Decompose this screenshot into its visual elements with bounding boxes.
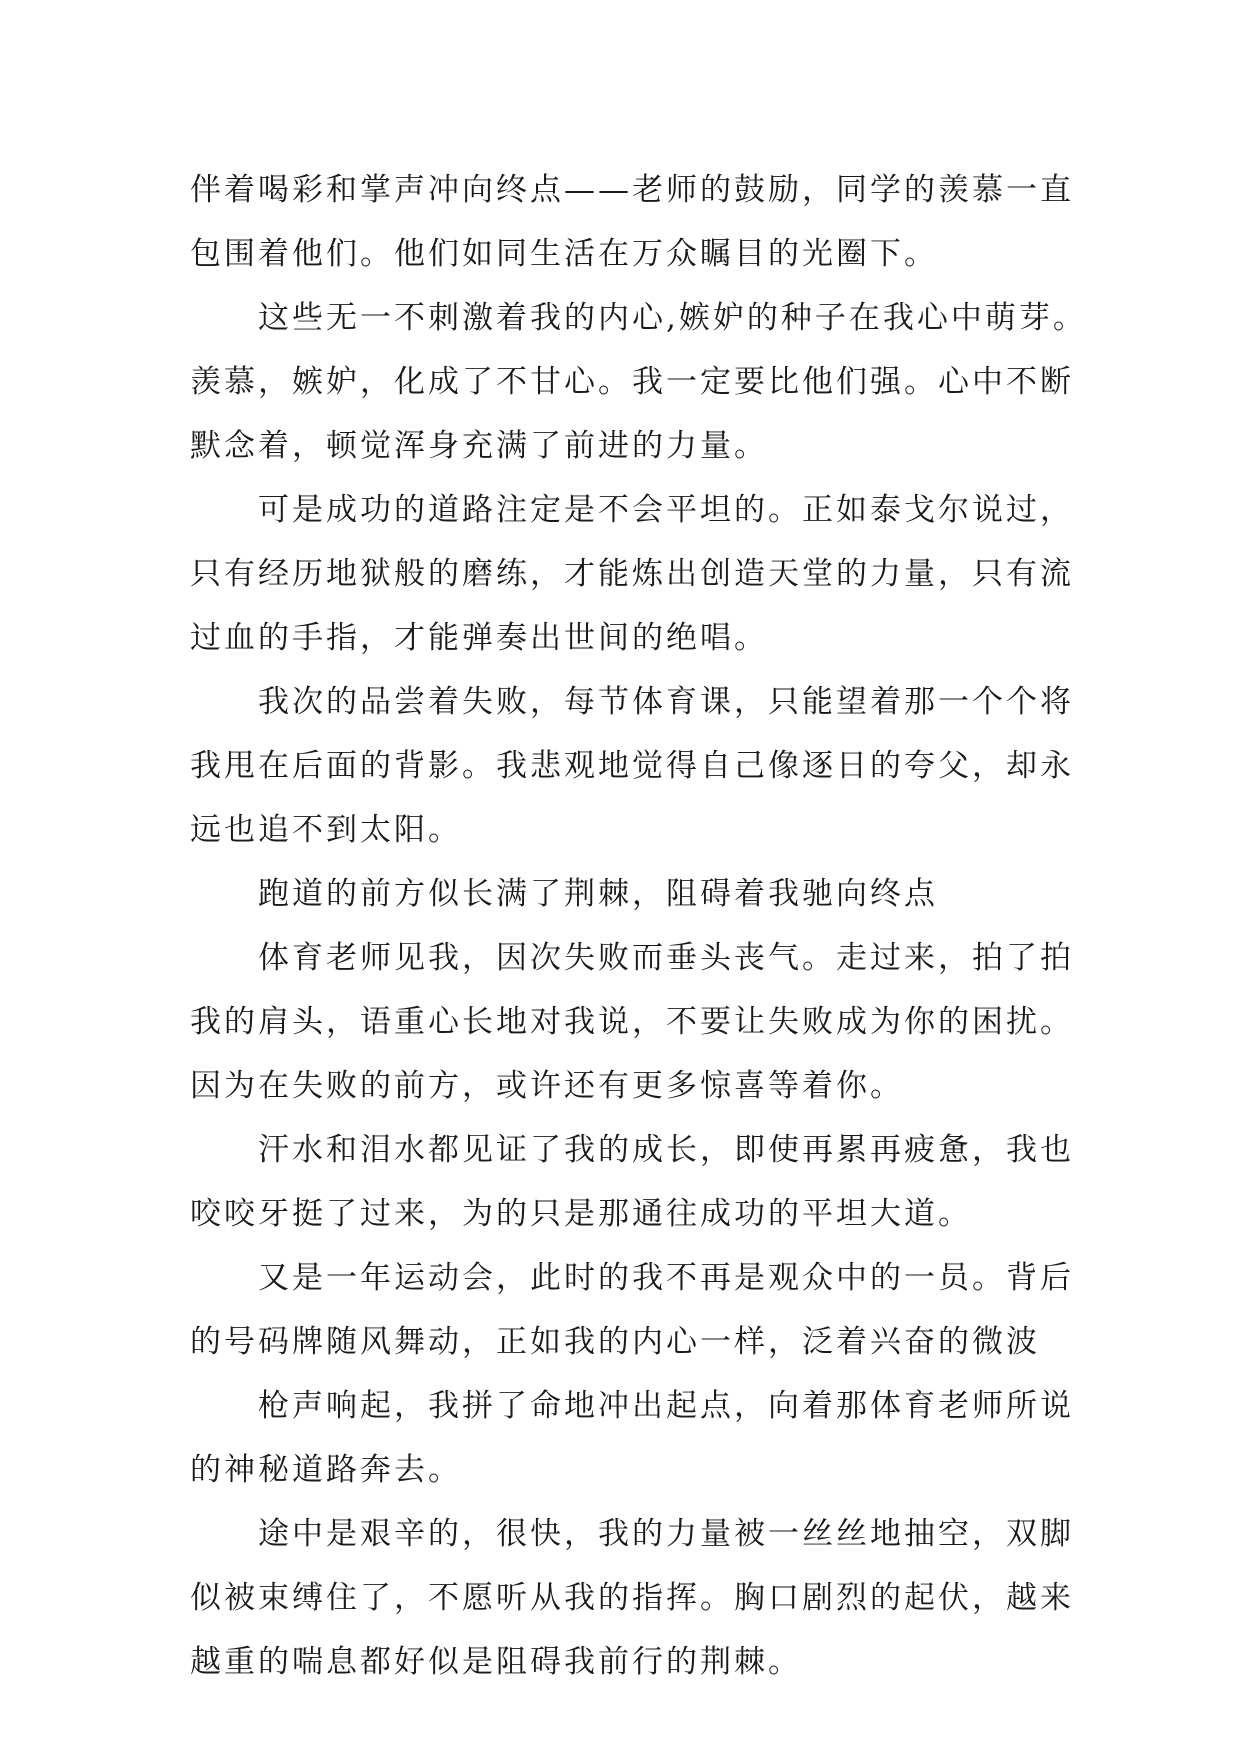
text-line: 似被束缚住了，不愿听从我的指挥。胸口剧烈的起伏，越来 — [190, 1580, 1074, 1616]
paragraph-first-line: 枪声响起，我拼了命地冲出起点，向着那体育老师所说 — [258, 1388, 1074, 1424]
text-line: 越重的喘息都好似是阻碍我前行的荆棘。 — [190, 1644, 802, 1680]
essay-text-body — [190, 158, 1090, 1694]
text-line: 伴着喝彩和掌声冲向终点——老师的鼓励，同学的羡慕一直 — [190, 172, 1074, 208]
text-line: 咬咬牙挺了过来，为的只是那通往成功的平坦大道。 — [190, 1196, 972, 1232]
paragraph-first-line: 汗水和泪水都见证了我的成长，即使再累再疲惫，我也 — [258, 1132, 1074, 1168]
text-line: 我甩在后面的背影。我悲观地觉得自己像逐日的夸父，却永 — [190, 748, 1074, 784]
text-line: 我的肩头，语重心长地对我说，不要让失败成为你的困扰。 — [190, 1004, 1074, 1040]
text-line: 过血的手指，才能弹奏出世间的绝唱。 — [190, 620, 768, 656]
text-line: 的号码牌随风舞动，正如我的内心一样，泛着兴奋的微波 — [190, 1324, 1040, 1360]
paragraph-first-line: 可是成功的道路注定是不会平坦的。正如泰戈尔说过， — [258, 492, 1074, 528]
paragraph-first-line: 跑道的前方似长满了荆棘，阻碍着我驰向终点 — [258, 876, 938, 912]
paragraph-first-line: 又是一年运动会，此时的我不再是观众中的一员。背后 — [258, 1260, 1074, 1296]
text-line: 羡慕，嫉妒，化成了不甘心。我一定要比他们强。心中不断 — [190, 364, 1074, 400]
text-line: 只有经历地狱般的磨练，才能炼出创造天堂的力量，只有流 — [190, 556, 1074, 592]
paragraph-first-line: 我次的品尝着失败，每节体育课，只能望着那一个个将 — [258, 684, 1074, 720]
paragraph-first-line: 这些无一不刺激着我的内心,嫉妒的种子在我心中萌芽。 — [258, 300, 1087, 336]
text-line: 远也追不到太阳。 — [190, 812, 462, 848]
paragraph-first-line: 体育老师见我，因次失败而垂头丧气。走过来，拍了拍 — [258, 940, 1074, 976]
text-line: 包围着他们。他们如同生活在万众瞩目的光圈下。 — [190, 236, 938, 272]
text-line: 因为在失败的前方，或许还有更多惊喜等着你。 — [190, 1068, 904, 1104]
text-line: 的神秘道路奔去。 — [190, 1452, 462, 1488]
text-line: 默念着，顿觉浑身充满了前进的力量。 — [190, 428, 768, 464]
paragraph-first-line: 途中是艰辛的，很快，我的力量被一丝丝地抽空，双脚 — [258, 1516, 1074, 1552]
